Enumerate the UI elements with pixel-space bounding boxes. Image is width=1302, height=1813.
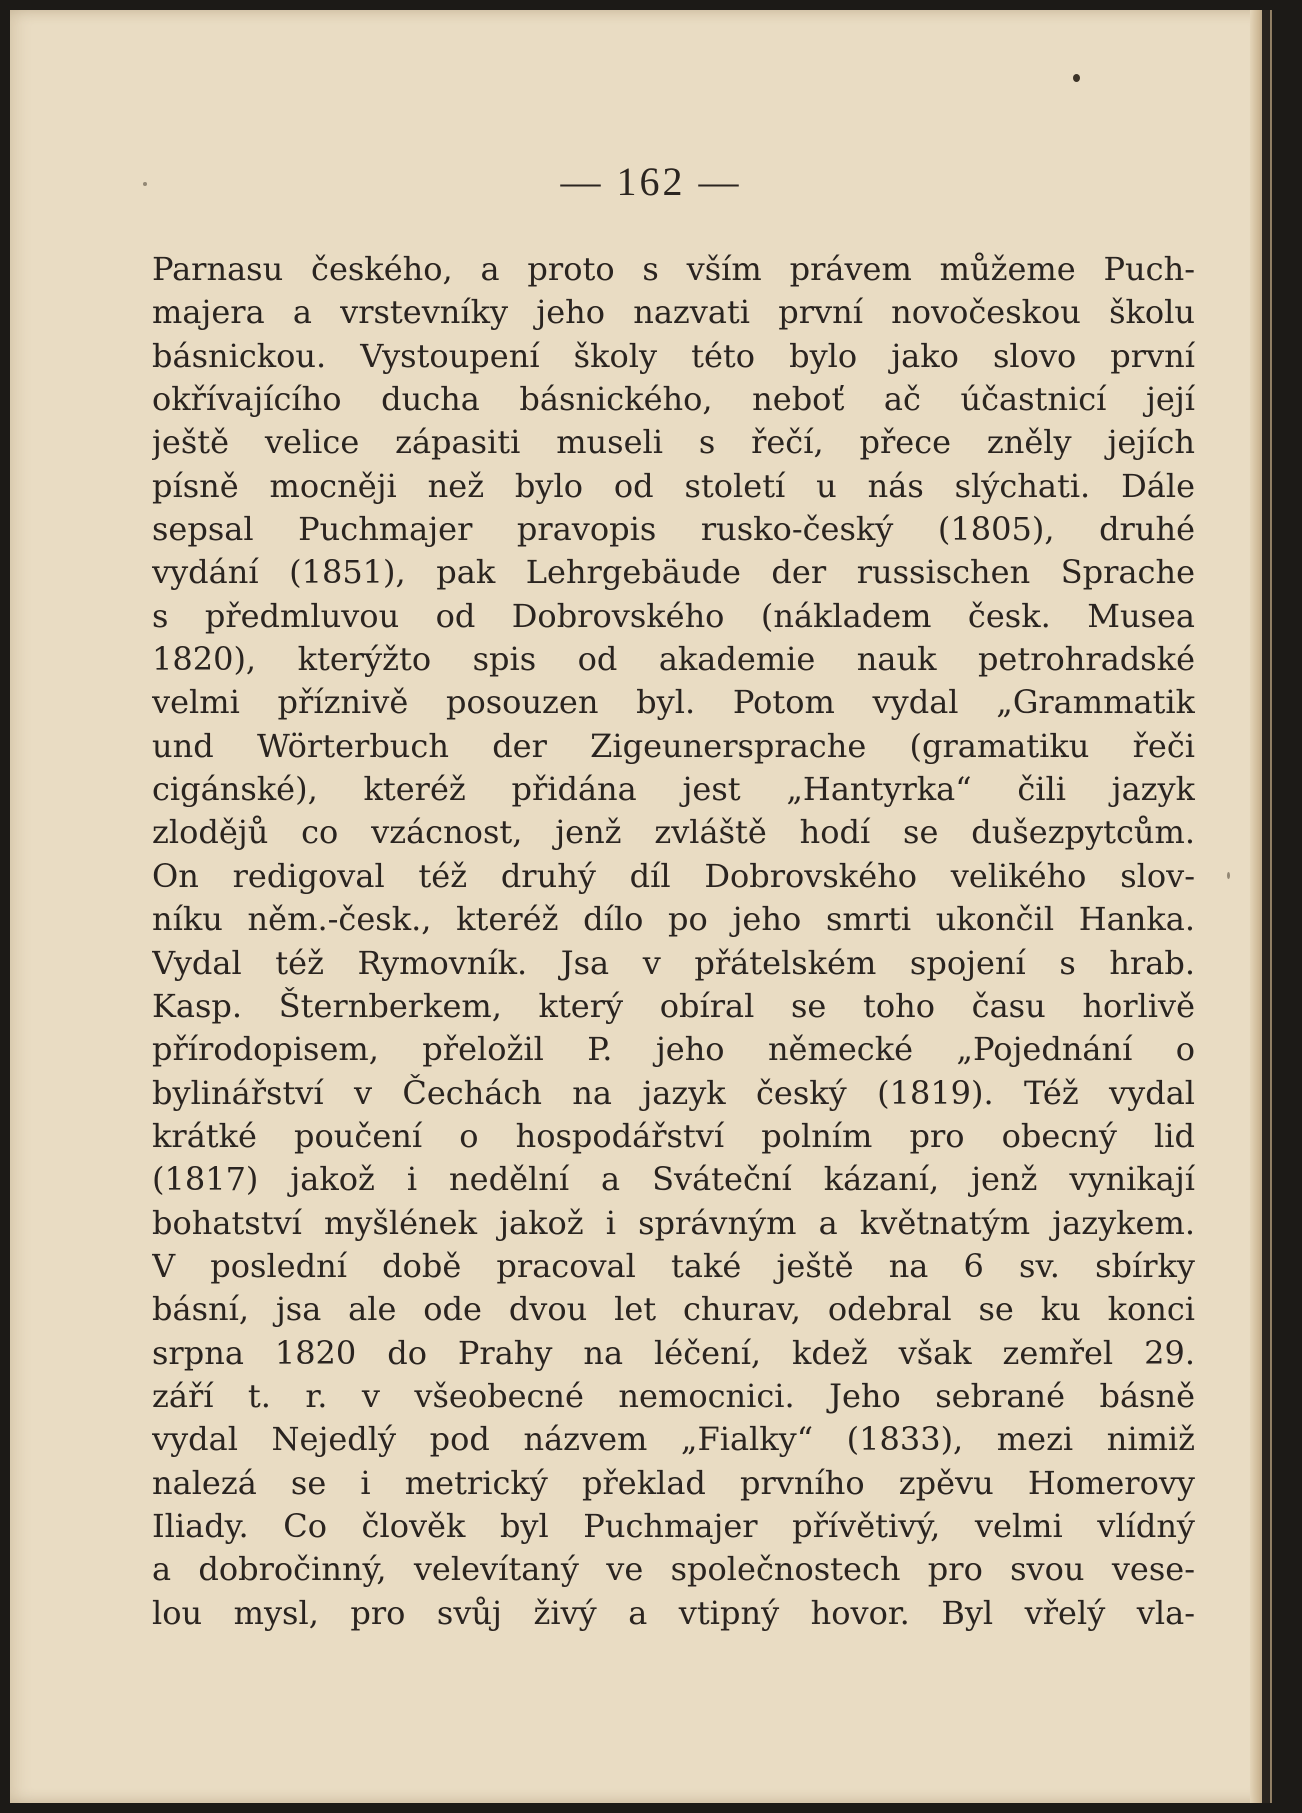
text-line: velmi příznivě posouzen byl. Potom vydal „Grammatik — [152, 683, 1195, 722]
text-line: okřívajícího ducha básnického, neboť ač účastnicí její — [152, 380, 1195, 419]
text-line: září t. r. v všeobecné nemocnici. Jeho sebrané básně — [152, 1376, 1195, 1415]
text-line: Vydal též Rymovník. Jsa v přátelském spojení s hrab. — [152, 943, 1195, 982]
text-line: lou mysl, pro svůj živý a vtipný hovor. Byl vřelý vla- — [152, 1593, 1195, 1632]
page-number: — 162 — — [560, 159, 742, 204]
text-line: srpna 1820 do Prahy na léčení, kdež však zemřel 29. — [152, 1333, 1195, 1372]
ink-speck — [1073, 74, 1080, 82]
text-line: On redigoval též druhý díl Dobrovského velikého slov- — [152, 856, 1195, 895]
text-line: básnickou. Vystoupení školy této bylo jako slovo první — [152, 336, 1195, 375]
text-line: sepsal Puchmajer pravopis rusko-český (1805), druhé — [152, 510, 1195, 549]
text-line: bohatství myšlének jakož i správným a květnatým jazykem. — [152, 1203, 1195, 1242]
text-line: přírodopisem, přeložil P. jeho německé „Pojednání o — [152, 1030, 1195, 1069]
body-text — [152, 248, 1195, 1635]
text-line: ještě velice zápasiti museli s řečí, přece zněly jejích — [152, 423, 1195, 462]
text-line: bylinářství v Čechách na jazyk český (1819). Též vydal — [152, 1073, 1195, 1112]
text-line: Parnasu českého, a proto s vším právem můžeme Puch- — [152, 250, 1195, 288]
text-line: písně mocněji než bylo od století u nás slýchati. Dále — [152, 466, 1195, 505]
text-line: majera a vrstevníky jeho nazvati první novočeskou školu — [152, 293, 1195, 332]
text-line: Iliady. Co člověk byl Puchmajer přívětivý, velmi vlídný — [152, 1506, 1195, 1545]
text-line: nalezá se i metrický překlad prvního zpěvu Homerovy — [152, 1463, 1195, 1502]
text-line: s předmluvou od Dobrovského (nákladem česk. Musea — [152, 596, 1195, 635]
text-line: níku něm.-česk., kteréž dílo po jeho smrti ukončil Hanka. — [152, 900, 1195, 939]
text-line: krátké poučení o hospodářství polním pro obecný lid — [152, 1116, 1195, 1155]
text-line: básní, jsa ale ode dvou let churav, odebral se ku konci — [152, 1290, 1195, 1329]
ink-speck — [1227, 872, 1230, 879]
text-line: zlodějů co vzácnost, jenž zvláště hodí se dušezpytcům. — [152, 813, 1195, 852]
text-line: vydal Nejedlý pod názvem „Fialky“ (1833), mezi nimiž — [152, 1420, 1195, 1459]
text-line: und Wörterbuch der Zigeunersprache (gramatiku řeči — [152, 726, 1195, 765]
text-line: V poslední době pracoval také ještě na 6 sv. sbírky — [152, 1246, 1195, 1285]
text-line: (1817) jakož i nedělní a Sváteční kázaní, jenž vynikají — [152, 1160, 1195, 1199]
text-line: vydání (1851), pak Lehrgebäude der russischen Sprache — [152, 553, 1195, 592]
text-line: cigánské), kteréž přidána jest „Hantyrka“ čili jazyk — [152, 770, 1195, 809]
text-line: Kasp. Šternberkem, který obíral se toho času horlivě — [152, 986, 1195, 1025]
book-spine-edge — [1262, 10, 1270, 1803]
text-line: a dobročinný, velevítaný ve společnostech pro svou vese- — [152, 1550, 1195, 1589]
text-line: 1820), kterýžto spis od akademie nauk petrohradské — [152, 640, 1195, 679]
